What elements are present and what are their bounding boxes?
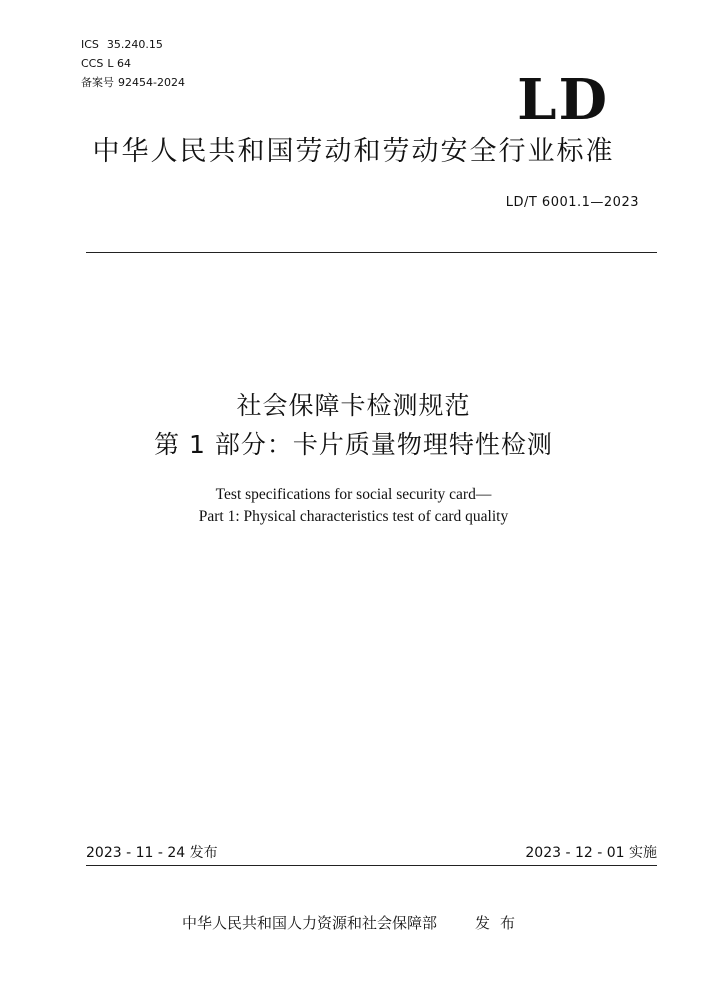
chinese-title-line2: 第 1 部分：卡片质量物理特性检测 (154, 430, 553, 459)
release-date: 2023 - 11 - 24 发布 (86, 845, 218, 861)
issuer-action: 发布 (475, 914, 526, 932)
ld-logo: LD (517, 67, 609, 133)
ics-label: ICS (81, 38, 99, 51)
standard-category-title: 中华人民共和国劳动和劳动安全行业标准 (92, 136, 615, 167)
implementation-date: 2023 - 12 - 01 实施 (525, 845, 657, 861)
chinese-title-line1: 社会保障卡检测规范 (236, 391, 471, 420)
bottom-divider (86, 865, 657, 866)
issuer-name: 中华人民共和国人力资源和社会保障部 (181, 914, 437, 932)
ccs-label: CCS (81, 57, 104, 70)
ics-row (81, 35, 185, 54)
issuer-line (0, 912, 707, 934)
ccs-row (81, 54, 185, 73)
ics-value: 35.240.15 (106, 38, 163, 51)
record-value: 92454-2024 (118, 76, 185, 89)
english-title-line2: Part 1: Physical characteristics test of card quality (198, 508, 509, 525)
record-label: 备案号 (81, 76, 114, 89)
classification-block (81, 35, 185, 92)
standard-code: LD/T 6001.1—2023 (505, 195, 639, 210)
ccs-value: L 64 (107, 57, 131, 70)
top-divider (86, 252, 657, 253)
english-title-line1: Test specifications for social security card— (215, 486, 492, 503)
record-row (81, 73, 185, 92)
